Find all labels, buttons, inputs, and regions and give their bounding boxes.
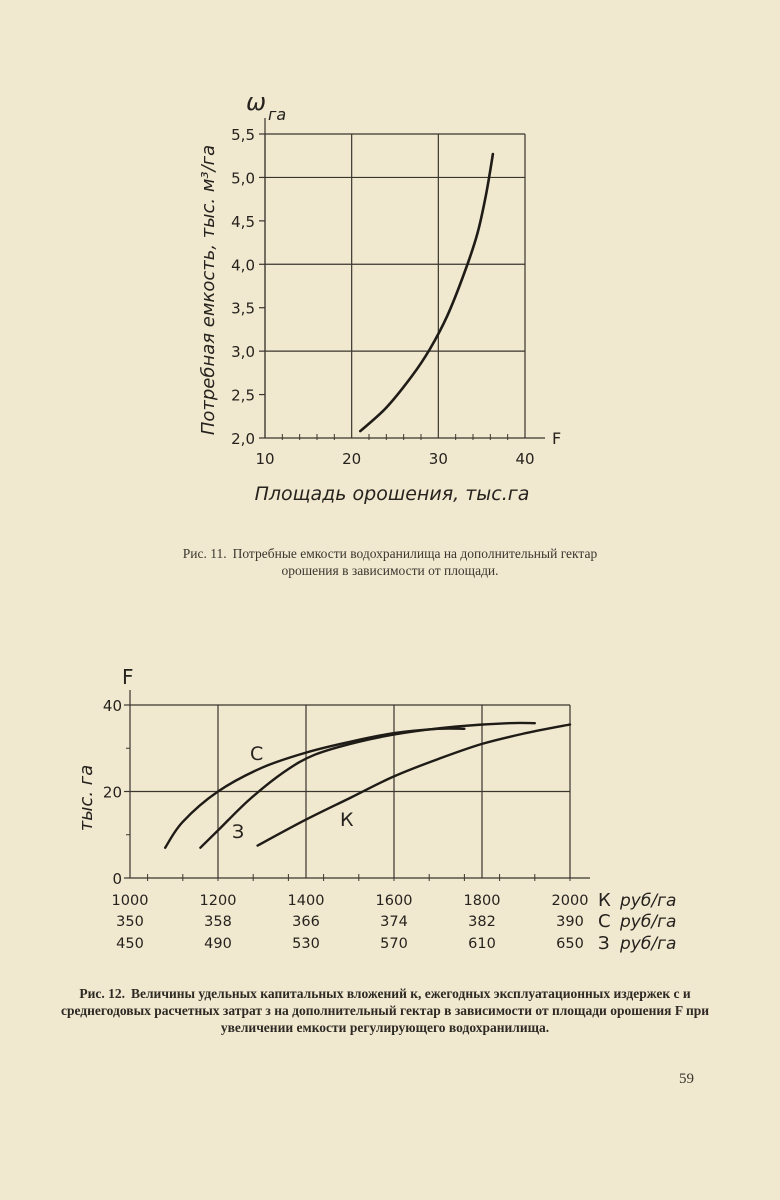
page-number: 59 <box>679 1071 694 1087</box>
fig12-x-tick-label-row2: 366 <box>292 914 320 930</box>
fig11-y-symbol: ω <box>246 88 267 116</box>
fig11-y-tick-label: 4,5 <box>231 212 255 231</box>
fig12-x-row-unit: руб/га <box>620 891 677 911</box>
fig12-x-tick-label-row1: 1800 <box>463 893 501 909</box>
figure-12-caption <box>60 985 710 1036</box>
fig11-y-tick-label: 3,5 <box>231 299 255 318</box>
figure-11-caption-number: Рис. 11. <box>182 546 227 561</box>
fig12-curve-k <box>258 725 570 846</box>
figure-11-caption <box>170 545 610 579</box>
figure-11-caption-text: Потребные емкости водохранилища на дополнительный гектар орошения в зависимости от площади. <box>232 546 598 578</box>
fig11-y-tick-label: 2,5 <box>231 386 255 405</box>
fig11-y-axis-label: Потребная емкость, тыс. м³/га <box>198 144 219 436</box>
fig12-x-tick-label-row1: 1400 <box>287 893 325 909</box>
fig12-x-tick-label-row1: 1200 <box>199 893 237 909</box>
fig12-x-row-unit: руб/га <box>620 912 677 932</box>
fig12-x-row-symbol: З <box>598 933 610 954</box>
fig11-y-tick-label: 4,0 <box>231 256 255 275</box>
fig12-curve-c <box>165 728 464 847</box>
fig12-x-tick-label-row2: 350 <box>116 914 144 930</box>
fig12-x-tick-label-row3: 570 <box>380 936 408 952</box>
fig12-curve-label-z: З <box>232 821 245 843</box>
fig11-x-symbol: F <box>552 429 562 448</box>
fig12-y-tick-label: 0 <box>112 870 122 888</box>
fig12-curve-label-c: С <box>250 743 264 765</box>
fig11-y-tick-label: 5,0 <box>231 169 255 188</box>
fig12-x-row-symbol: К <box>598 890 611 911</box>
fig12-x-tick-label-row3: 450 <box>116 936 144 952</box>
fig12-x-tick-label-row3: 650 <box>556 936 584 952</box>
fig11-x-tick-label: 20 <box>342 450 362 468</box>
fig12-curve-z <box>200 723 534 848</box>
fig12-x-tick-label-row3: 530 <box>292 936 320 952</box>
fig12-x-row-symbol: С <box>598 911 611 932</box>
figure-12-caption-text: Величины удельных капитальных вложений к, ежегодных эксплуатационных издержек с и среднегодовых расчетных затрат з на дополнительный гектар в зависимости от площади орошения F при увеличении емкости регулирующего водохранилища. <box>60 986 710 1035</box>
fig12-x-tick-label-row2: 382 <box>468 914 496 930</box>
fig12-y-tick-label: 20 <box>102 783 122 802</box>
fig12-y-tick-label: 40 <box>102 697 122 715</box>
fig12-x-tick-label-row3: 610 <box>468 936 496 952</box>
figure-12-caption-number: Рис. 12. <box>79 986 125 1001</box>
fig12-x-tick-label-row3: 490 <box>204 936 232 952</box>
fig11-x-tick-label: 10 <box>255 450 275 468</box>
fig12-y-symbol: F <box>122 665 134 689</box>
fig11-y-tick-label: 5,5 <box>231 126 255 144</box>
fig11-x-axis-label: Площадь орошения, тыс.га <box>254 483 530 505</box>
fig12-x-tick-label-row1: 2000 <box>551 893 589 909</box>
fig11-y-symbol-sub: га <box>268 105 287 124</box>
fig12-x-tick-label-row2: 390 <box>556 914 584 930</box>
fig12-x-tick-label-row2: 374 <box>380 914 408 930</box>
fig11-x-tick-label: 30 <box>428 450 448 468</box>
fig12-y-axis-label: тыс. га <box>76 764 97 832</box>
fig11-y-tick-label: 2,0 <box>231 430 255 448</box>
fig12-x-tick-label-row1: 1000 <box>111 893 149 909</box>
fig12-x-tick-label-row1: 1600 <box>375 893 413 909</box>
fig12-curve-label-k: К <box>340 809 354 831</box>
fig11-y-tick-label: 3,0 <box>231 343 255 362</box>
fig12-x-row-unit: руб/га <box>620 934 677 954</box>
fig12-x-tick-label-row2: 358 <box>204 914 232 930</box>
fig11-x-tick-label: 40 <box>515 450 535 468</box>
